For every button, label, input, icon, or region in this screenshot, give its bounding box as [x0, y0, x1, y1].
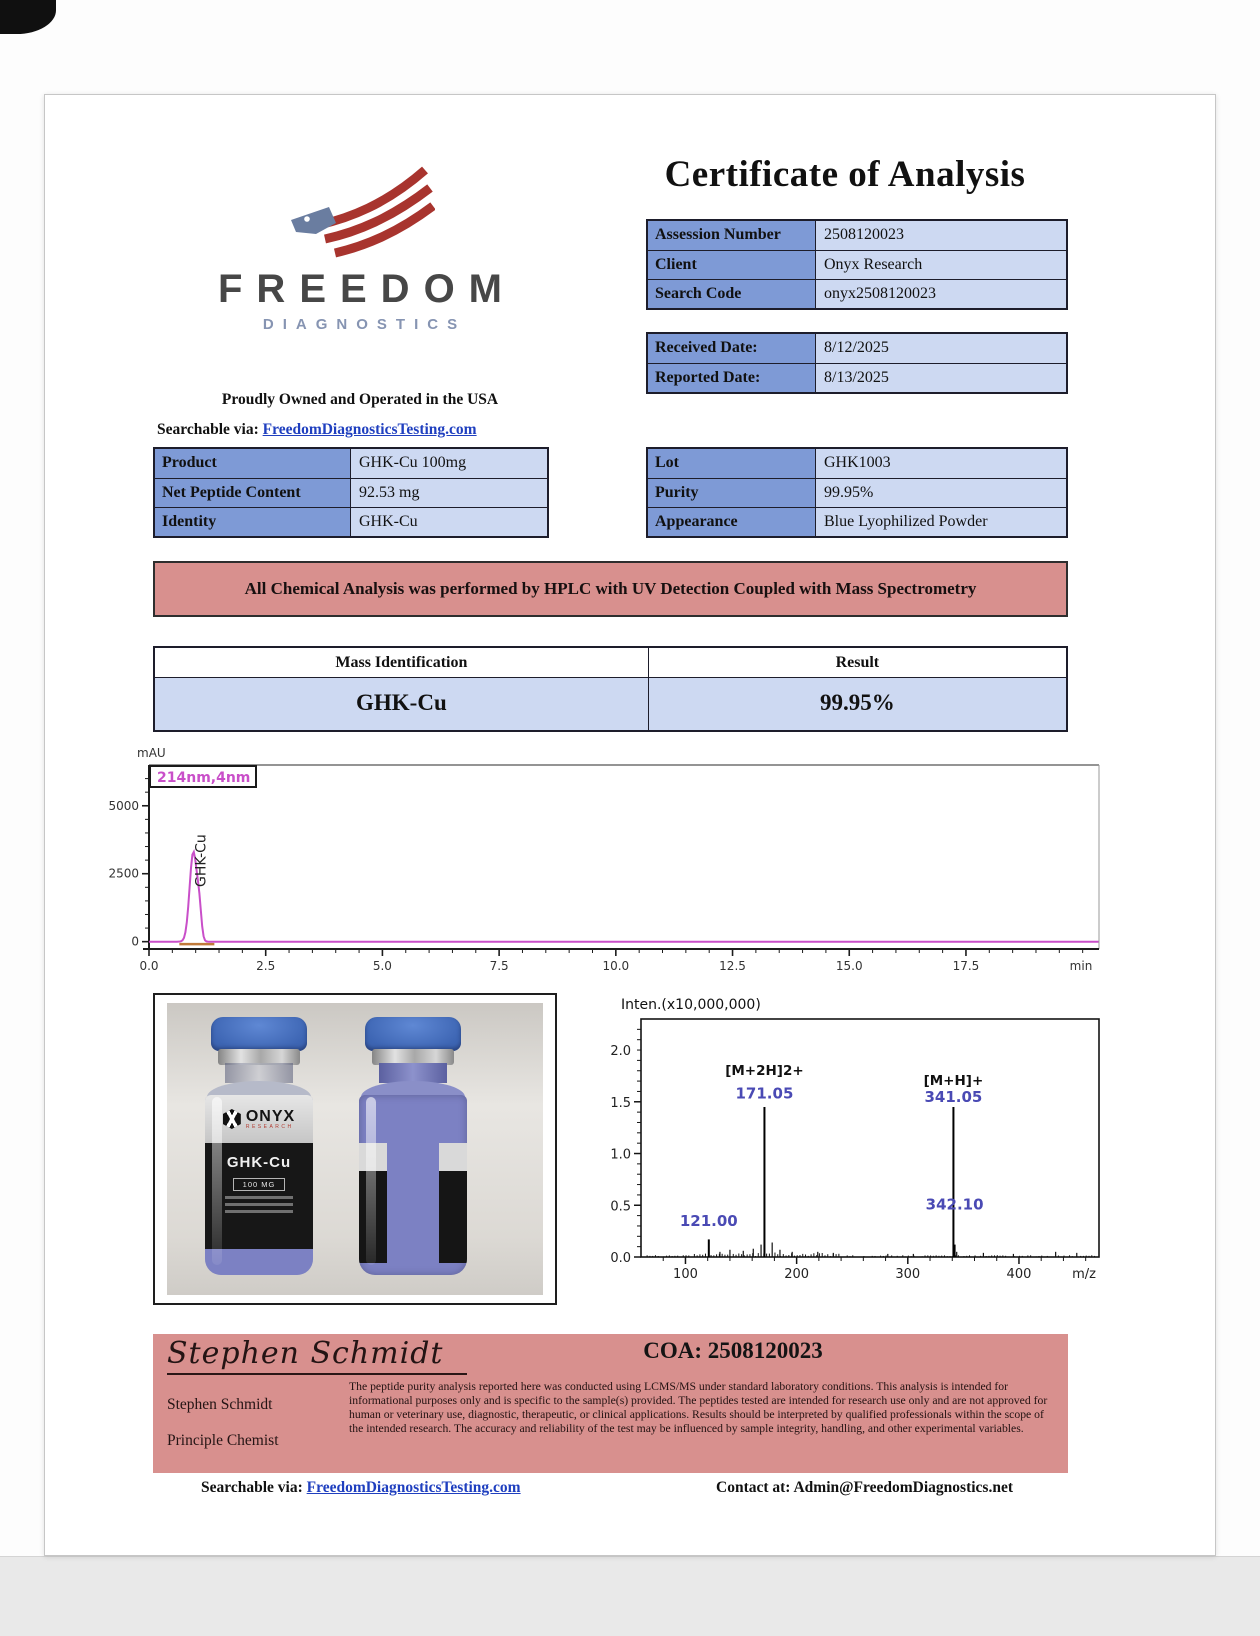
vial-cap — [365, 1017, 461, 1051]
vial-label-top — [205, 1095, 313, 1143]
received-date-value: 8/12/2025 — [816, 334, 1066, 363]
svg-text:5.0: 5.0 — [372, 959, 392, 973]
table-row — [648, 363, 1066, 392]
table-row — [648, 334, 1066, 363]
method-banner: All Chemical Analysis was performed by HPLC with UV Detection Coupled with Mass Spectrometry — [153, 561, 1068, 617]
vial-cap — [211, 1017, 307, 1051]
vial-front — [197, 1017, 321, 1275]
svg-text:214nm,4nm: 214nm,4nm — [157, 770, 251, 786]
purity-label: Purity — [648, 479, 816, 507]
page-title: Certificate of Analysis — [664, 154, 1026, 195]
net-peptide-label: Net Peptide Content — [155, 479, 351, 507]
label-fine-print — [225, 1203, 293, 1206]
label-edge — [439, 1171, 467, 1263]
svg-text:1.0: 1.0 — [610, 1147, 631, 1163]
vial-body — [205, 1095, 313, 1275]
mass-identification-value: GHK-Cu — [155, 678, 649, 730]
searchable-label: Searchable via: — [157, 421, 259, 438]
net-peptide-value: 92.53 mg — [351, 479, 547, 507]
svg-text:10.0: 10.0 — [602, 959, 630, 973]
hplc-chromatogram-chart — [105, 741, 1105, 991]
svg-text:17.5: 17.5 — [952, 959, 980, 973]
lot-table — [646, 447, 1068, 538]
blue-powder — [205, 1249, 313, 1275]
footer-searchable-label: Searchable via: — [201, 1479, 303, 1496]
received-date-label: Received Date: — [648, 334, 816, 363]
usa-tagline: Proudly Owned and Operated in the USA — [221, 391, 499, 408]
label-edge — [439, 1143, 467, 1173]
table-row — [648, 478, 1066, 507]
searchable-link[interactable]: FreedomDiagnosticsTesting.com — [262, 421, 477, 438]
onyx-logo-icon — [223, 1109, 241, 1129]
mass-table-header — [155, 648, 1066, 678]
freedom-logo — [145, 163, 575, 333]
svg-text:[M+2H]2+: [M+2H]2+ — [725, 1062, 804, 1079]
product-value: GHK-Cu 100mg — [351, 449, 547, 478]
label-edge — [359, 1171, 387, 1263]
table-row — [155, 449, 547, 478]
svg-text:Inten.(x10,000,000): Inten.(x10,000,000) — [621, 997, 761, 1013]
footer-contact: Contact at: Admin@FreedomDiagnostics.net — [716, 1479, 1013, 1496]
table-row — [155, 478, 547, 507]
vial-brand: ONYX — [245, 1107, 296, 1125]
svg-text:171.05: 171.05 — [735, 1084, 794, 1103]
coa-number: COA: 2508120023 — [643, 1338, 823, 1363]
page-bottom-margin — [0, 1556, 1260, 1636]
svg-text:2500: 2500 — [108, 866, 139, 881]
client-value: Onyx Research — [816, 251, 1066, 279]
eagle-icon — [285, 163, 435, 263]
vial-neck — [379, 1063, 447, 1083]
appearance-value: Blue Lyophilized Powder — [816, 508, 1066, 536]
svg-text:m/z: m/z — [1072, 1267, 1096, 1282]
svg-text:[M+H]+: [M+H]+ — [923, 1073, 984, 1090]
reported-date-label: Reported Date: — [648, 364, 816, 392]
dates-table — [646, 332, 1068, 394]
svg-text:5000: 5000 — [108, 798, 139, 813]
brand-name: FREEDOM — [218, 267, 516, 311]
photo-background — [167, 1003, 543, 1295]
vial-label-main — [205, 1143, 313, 1249]
search-code-value: onyx2508120023 — [816, 280, 1066, 308]
vial-dose: 100 MG — [233, 1178, 286, 1191]
result-value: 99.95% — [819, 690, 895, 715]
svg-text:15.0: 15.0 — [835, 959, 863, 973]
purity-value: 99.95% — [816, 479, 1066, 507]
result-header: Result — [835, 654, 880, 671]
svg-text:0.0: 0.0 — [139, 959, 159, 973]
signer-name: Stephen Schmidt — [167, 1396, 273, 1413]
table-row — [648, 507, 1066, 536]
vial-brand-sub: RESEARCH — [245, 1123, 294, 1130]
appearance-label: Appearance — [648, 508, 816, 536]
reported-date-value: 8/13/2025 — [816, 364, 1066, 392]
svg-text:0: 0 — [131, 934, 139, 949]
brand-subtitle: DIAGNOSTICS — [262, 316, 467, 333]
svg-text:300: 300 — [895, 1267, 921, 1282]
lot-value: GHK1003 — [816, 449, 1066, 478]
signer-title: Principle Chemist — [167, 1432, 279, 1449]
svg-text:341.05: 341.05 — [924, 1087, 983, 1106]
search-code-label: Search Code — [648, 280, 816, 308]
product-label: Product — [155, 449, 351, 478]
svg-text:1.5: 1.5 — [610, 1095, 631, 1111]
client-label: Client — [648, 251, 816, 279]
footer-searchable — [201, 1479, 521, 1497]
table-row — [648, 449, 1066, 478]
accession-number-value: 2508120023 — [816, 221, 1066, 250]
svg-text:2.0: 2.0 — [610, 1044, 631, 1060]
vial-neck — [225, 1063, 293, 1083]
footer-searchable-link[interactable]: FreedomDiagnosticsTesting.com — [306, 1479, 521, 1496]
vial-product-name: GHK-Cu — [226, 1154, 292, 1171]
vial-photo — [153, 993, 557, 1305]
lot-label: Lot — [648, 449, 816, 478]
label-edge — [359, 1143, 387, 1173]
svg-text:200: 200 — [784, 1267, 810, 1282]
disclaimer-text: The peptide purity analysis reported here was conducted using LCMS/MS under standard laboratory conditions. This analysis is intended for informational purposes only and is specific to the sample(s) provided. The peptides tested are intended for research use only and are not approved for human or veterinary use, diagnostic, therapeutic, or clinical applications. Results should be interpreted by qualified professionals within the scope of the intended research. The accuracy and reliability of the test may be influenced by sample integrity, handling, and other experimental variables. — [349, 1380, 1048, 1436]
accession-table — [646, 219, 1068, 310]
product-table — [153, 447, 549, 538]
label-fine-print — [225, 1210, 293, 1213]
mass-spectrum-chart — [599, 993, 1107, 1298]
svg-text:2.5: 2.5 — [256, 959, 276, 973]
table-row — [648, 279, 1066, 308]
accession-number-label: Assession Number — [648, 221, 816, 250]
vial-body-powder — [359, 1095, 467, 1275]
certificate-sheet — [44, 94, 1216, 1556]
svg-text:121.00: 121.00 — [679, 1211, 738, 1230]
svg-text:100: 100 — [673, 1267, 698, 1282]
svg-text:342.10: 342.10 — [925, 1195, 984, 1214]
svg-text:0.5: 0.5 — [610, 1199, 631, 1215]
searchable-line — [157, 421, 477, 439]
svg-text:mAU: mAU — [137, 746, 166, 760]
mass-result-table — [153, 646, 1068, 732]
label-fine-print — [225, 1196, 293, 1199]
svg-text:min: min — [1069, 959, 1093, 973]
svg-text:GHK-Cu: GHK-Cu — [193, 834, 210, 887]
vial-back — [351, 1017, 475, 1275]
svg-text:12.5: 12.5 — [719, 959, 746, 973]
eagle-head — [291, 207, 336, 234]
svg-text:0.0: 0.0 — [610, 1251, 631, 1266]
svg-text:7.5: 7.5 — [489, 959, 509, 973]
mass-table-row — [155, 678, 1066, 730]
table-row — [155, 507, 547, 536]
identity-value: GHK-Cu — [351, 508, 547, 536]
mass-identification-header: Mass Identification — [155, 648, 649, 677]
svg-text:400: 400 — [1006, 1267, 1032, 1282]
table-row — [648, 250, 1066, 279]
signature-script: Stephen Schmidt — [167, 1336, 467, 1375]
signature-block — [153, 1334, 1068, 1473]
scan-corner-artifact — [0, 0, 56, 34]
table-row — [648, 221, 1066, 250]
identity-label: Identity — [155, 508, 351, 536]
